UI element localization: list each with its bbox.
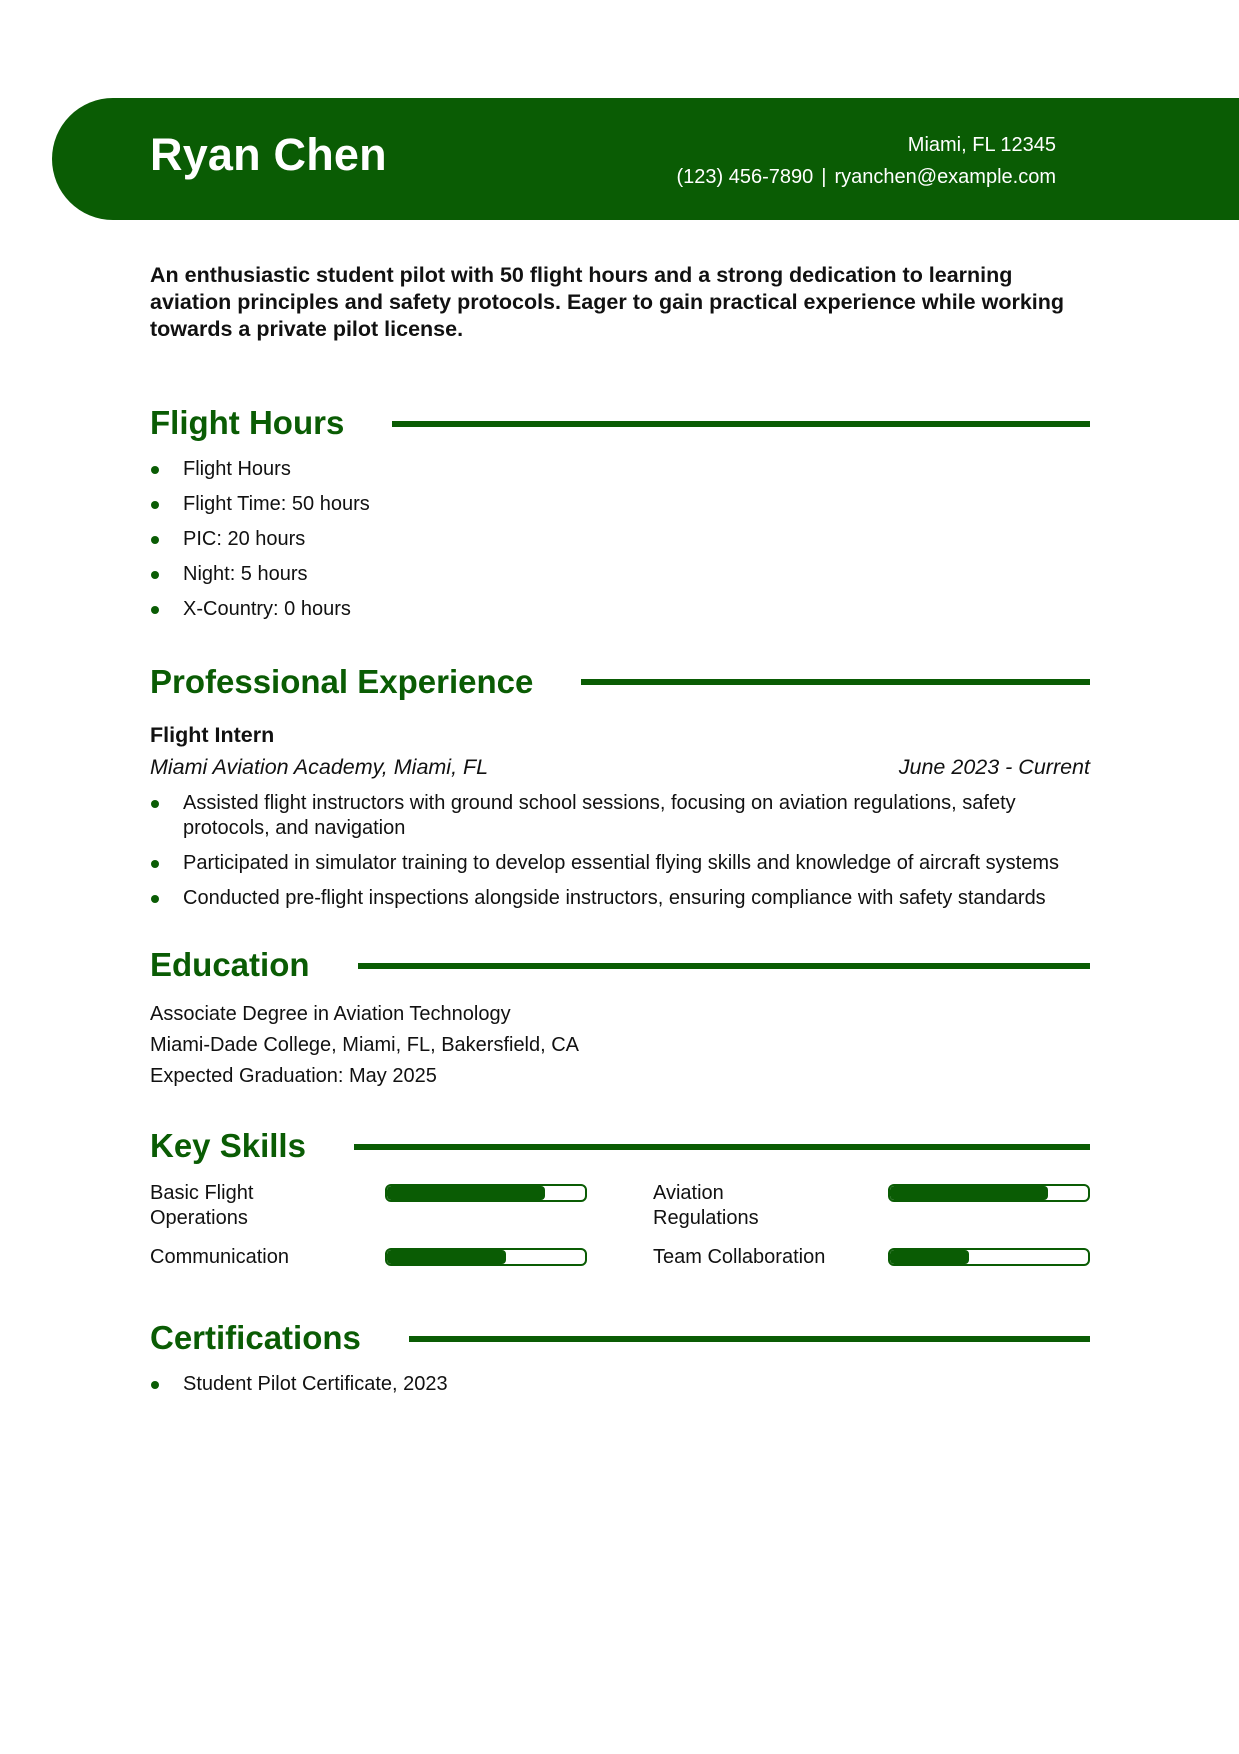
skill-level-bar	[888, 1184, 1090, 1202]
skill-item	[653, 1245, 1090, 1270]
flight-hours-list	[150, 457, 1090, 622]
resume-header	[52, 98, 1239, 220]
skill-item	[150, 1245, 587, 1270]
degree: Associate Degree in Aviation Technology	[150, 1002, 511, 1025]
section-experience	[150, 662, 1090, 912]
section-title: Education	[150, 946, 310, 984]
section-divider	[392, 421, 1090, 427]
employer: Miami Aviation Academy, Miami, FL	[150, 755, 489, 780]
bullet-icon	[151, 536, 159, 544]
school: Miami-Dade College, Miami, FL, Bakersfield, CA	[150, 1033, 580, 1056]
skill-level-bar	[385, 1184, 587, 1202]
skill-label: Basic Flight Operations	[150, 1182, 254, 1230]
list-item: Conducted pre-flight inspections alongside instructors, ensuring compliance with safety standards	[150, 886, 1090, 911]
summary: An enthusiastic student pilot with 50 flight hours and a strong dedication to learning aviation principles and safety protocols. Eager to gain practical experience while working towards a private pilot license.	[150, 263, 1065, 341]
list-item: Assisted flight instructors with ground school sessions, focusing on aviation regulations, safety protocols, and navigation	[150, 791, 1090, 841]
list-item: X-Country: 0 hours	[150, 597, 1090, 622]
job-bullets	[150, 791, 1090, 911]
bullet-icon	[151, 571, 159, 579]
job-dates: June 2023 - Current	[898, 755, 1090, 780]
section-title: Flight Hours	[150, 404, 345, 441]
skill-label: Aviation Regulations	[653, 1182, 759, 1230]
bullet-icon	[151, 800, 159, 808]
contact-separator: |	[821, 166, 827, 188]
skill-label: Communication	[150, 1246, 289, 1269]
list-item: Flight Hours	[150, 457, 1090, 482]
job-employer-line	[150, 751, 1090, 783]
section-divider	[354, 1144, 1090, 1150]
phone-email-line	[677, 161, 1057, 193]
resume-body	[150, 262, 1090, 1407]
skill-level-fill	[890, 1250, 969, 1264]
skill-level-fill	[890, 1186, 1048, 1200]
bullet-icon	[151, 466, 159, 474]
list-item: Flight Time: 50 hours	[150, 492, 1090, 517]
skill-item	[653, 1181, 1090, 1231]
list-item: PIC: 20 hours	[150, 527, 1090, 552]
section-skills	[150, 1126, 1090, 1271]
bullet-icon	[151, 895, 159, 903]
bullet-icon	[151, 501, 159, 509]
skill-item	[150, 1181, 587, 1231]
email: ryanchen@example.com	[834, 166, 1056, 188]
job-title: Flight Intern	[150, 723, 275, 748]
list-item: Student Pilot Certificate, 2023	[150, 1372, 1090, 1397]
phone: (123) 456-7890	[676, 166, 814, 188]
graduation: Expected Graduation: May 2025	[150, 1064, 437, 1087]
contact-info	[677, 129, 1057, 193]
list-item: Night: 5 hours	[150, 562, 1090, 587]
candidate-name: Ryan Chen	[150, 129, 387, 180]
bullet-icon	[151, 606, 159, 614]
skill-level-fill	[387, 1186, 545, 1200]
section-certifications	[150, 1318, 1090, 1397]
skill-level-fill	[387, 1250, 506, 1264]
section-title: Certifications	[150, 1319, 361, 1357]
section-divider	[409, 1336, 1090, 1342]
list-item: Participated in simulator training to develop essential flying skills and knowledge of aircraft systems	[150, 851, 1090, 876]
location: Miami, FL 12345	[907, 134, 1056, 156]
bullet-icon	[151, 1381, 159, 1389]
skill-level-bar	[385, 1248, 587, 1266]
bullet-icon	[151, 860, 159, 868]
section-title: Key Skills	[150, 1126, 306, 1164]
skill-label: Team Collaboration	[653, 1246, 826, 1269]
section-flight-hours	[150, 403, 1090, 622]
skills-grid	[150, 1181, 1090, 1270]
section-divider	[358, 963, 1090, 969]
certifications-list	[150, 1372, 1090, 1397]
section-education	[150, 945, 1090, 1092]
section-divider	[581, 679, 1090, 685]
section-title: Professional Experience	[150, 662, 534, 700]
skill-level-bar	[888, 1248, 1090, 1266]
